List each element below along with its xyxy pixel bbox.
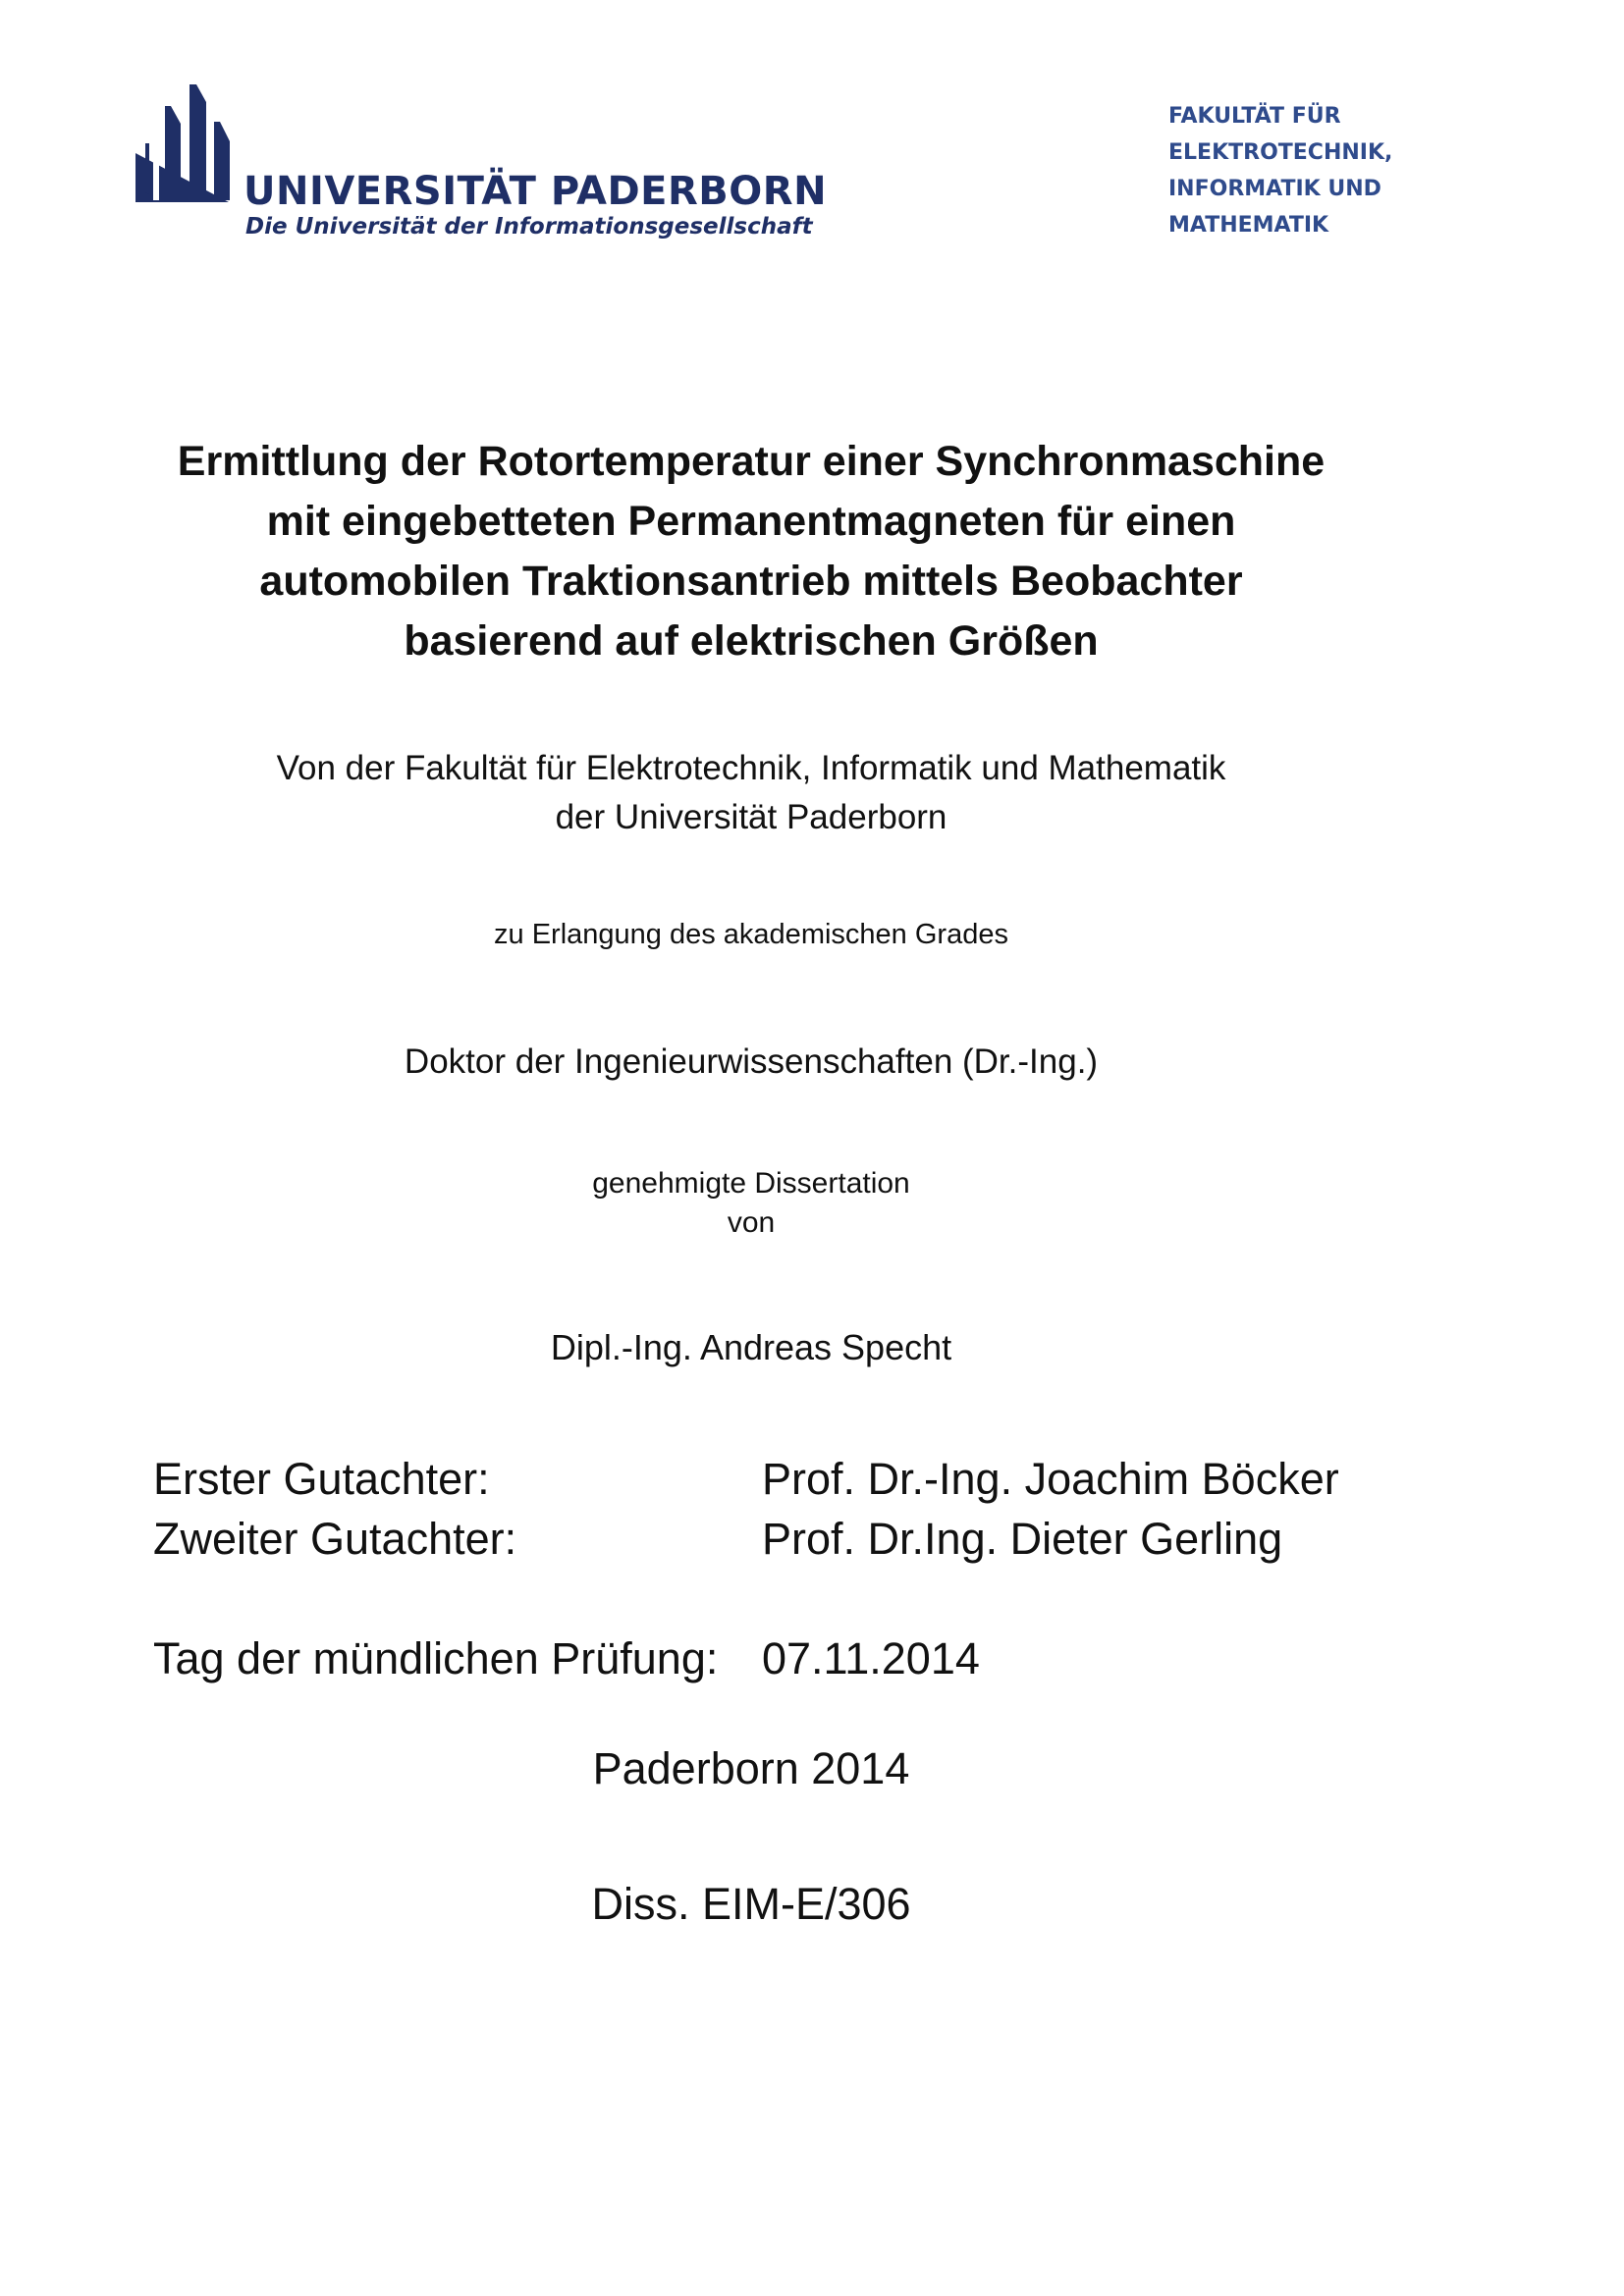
dissertation-number: Diss. EIM-E/306 [591,1879,911,1929]
exam-date-value: 07.11.2014 [762,1633,980,1683]
title-line: Ermittlung der Rotortemperatur einer Synchronmaschine [177,438,1326,485]
title-line: mit eingebetteten Permanentmagneten für einen [266,498,1236,545]
approved-line: genehmigte Dissertation [592,1167,910,1200]
thesis-title [0,432,1502,671]
title-line: basierend auf elektrischen Größen [404,617,1099,665]
submitted-to-line: der Universität Paderborn [555,798,947,836]
faculty-line: FAKULTÄT FÜR [1168,104,1341,129]
exam-date-label: Tag der mündlichen Prüfung: [153,1633,719,1683]
faculty-line: INFORMATIK UND [1168,177,1381,201]
university-logo [135,84,828,251]
submitted-to-line: Von der Fakultät für Elektrotechnik, Informatik und Mathematik [276,749,1226,787]
grade-intro: zu Erlangung des akademischen Grades [494,919,1008,950]
university-tagline: Die Universität der Informationsgesellschaft [245,214,813,240]
faculty-line: ELEKTROTECHNIK, [1168,140,1393,165]
faculty-line: MATHEMATIK [1168,213,1329,238]
paderborn-logo-icon [135,84,234,207]
approved-dissertation [0,1164,1502,1243]
reviewer-name: Prof. Dr.-Ing. Joachim Böcker [762,1454,1339,1504]
title-line: automobilen Traktionsantrieb mittels Beobachter [259,558,1243,605]
submitted-to [0,744,1502,842]
faculty-name [1168,98,1392,243]
reviewer-label: Erster Gutachter: [153,1454,490,1504]
author: Dipl.-Ing. Andreas Specht [550,1327,952,1367]
degree: Doktor der Ingenieurwissenschaften (Dr.-Ing.) [404,1042,1099,1081]
place-year: Paderborn 2014 [592,1743,910,1793]
university-name: UNIVERSITÄT PADERBORN [244,169,828,214]
reviewer-label: Zweiter Gutachter: [153,1514,517,1564]
reviewer-name: Prof. Dr.Ing. Dieter Gerling [762,1514,1283,1564]
approved-line: von [727,1206,776,1239]
